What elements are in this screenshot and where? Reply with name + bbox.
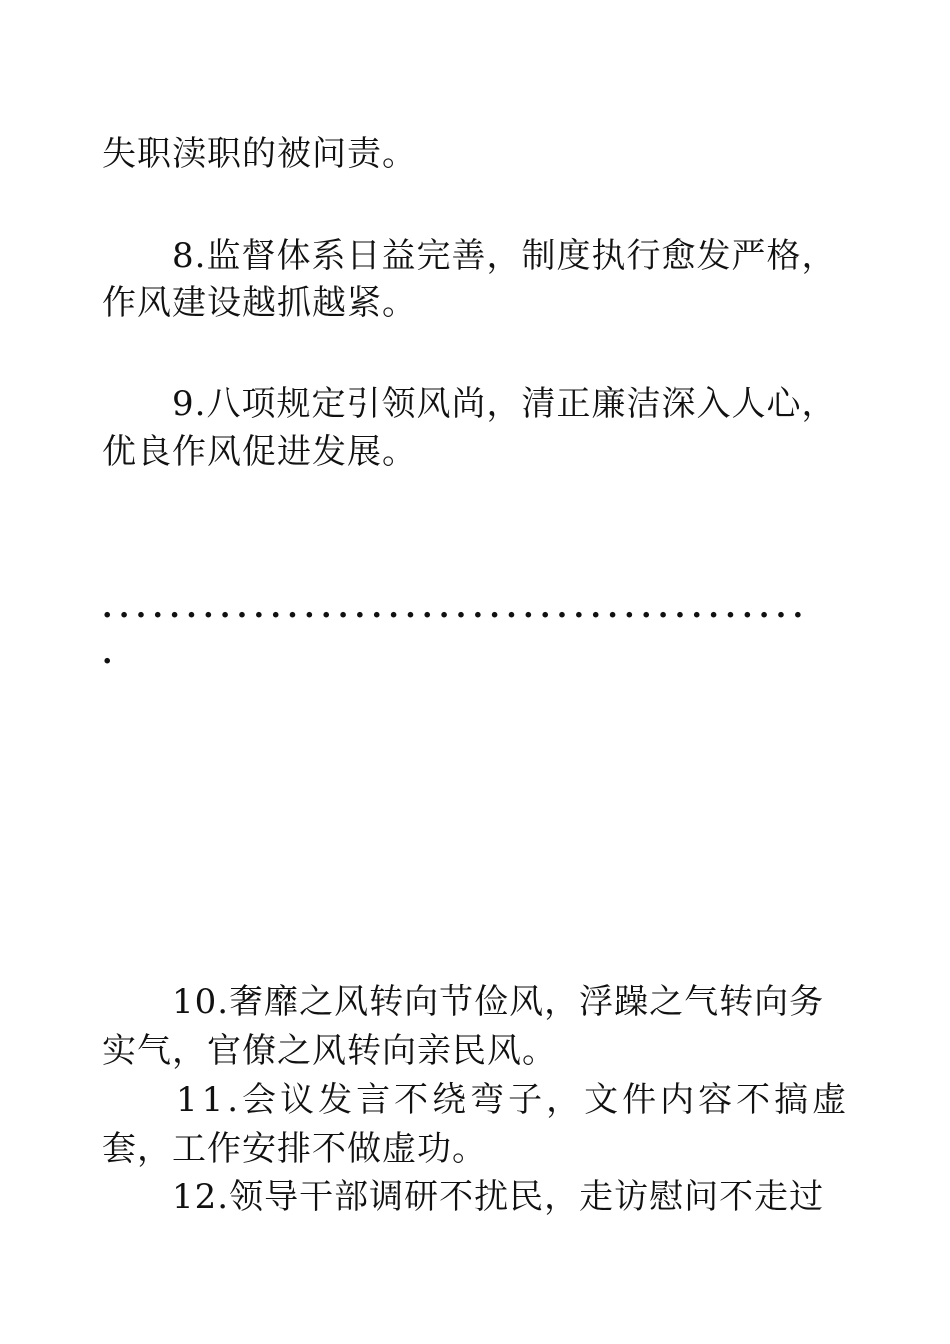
paragraph-10-line-1: 10.奢靡之风转向节俭风，浮躁之气转向务 — [172, 982, 825, 1022]
paragraph-8-line-2: 作风建设越抓越紧。 — [102, 283, 417, 323]
dotted-separator: .......................................... — [102, 590, 810, 625]
paragraph-11-line-2: 套，工作安排不做虚功。 — [102, 1129, 487, 1169]
paragraph-12-line-1: 12.领导干部调研不扰民，走访慰问不走过 — [172, 1177, 825, 1217]
paragraph-10-line-2: 实气，官僚之风转向亲民风。 — [102, 1031, 557, 1071]
paragraph-9-line-2: 优良作风促进发展。 — [102, 432, 417, 472]
paragraph-11-line-1: 11.会议发言不绕弯子，文件内容不搞虚 — [176, 1080, 851, 1120]
dotted-separator-trailing-dot: . — [102, 636, 113, 671]
paragraph-9-line-1: 9.八项规定引领风尚，清正廉洁深入人心， — [172, 384, 837, 424]
paragraph-7-tail: 失职渎职的被问责。 — [102, 134, 417, 174]
paragraph-8-line-1: 8.监督体系日益完善，制度执行愈发严格， — [172, 236, 837, 276]
